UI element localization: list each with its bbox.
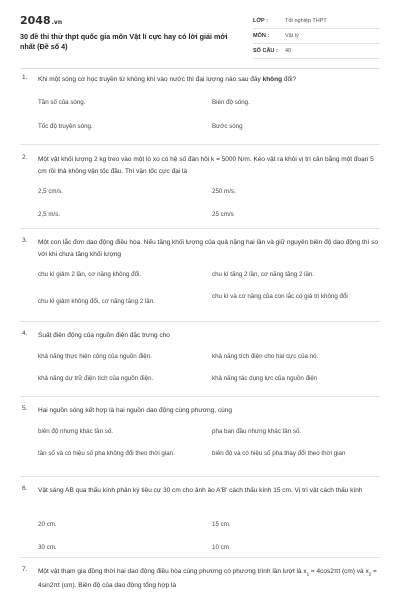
question-divider	[20, 476, 380, 477]
question-text: Suất điện động của nguồn điện đặc trưng cho	[38, 332, 170, 339]
logo-text: 2048	[20, 14, 51, 27]
option-d[interactable]: Bước sóng	[212, 123, 243, 130]
question-text: Vật sáng AB qua thấu kính phân kỳ tiêu cự 30 cm cho ảnh ảo A'B' cách thấu kính 15 cm. Vị trí vật cách thấu kính	[38, 487, 363, 494]
option-d[interactable]: 10 cm	[212, 544, 229, 551]
question-number: 4.	[22, 330, 28, 337]
site-logo[interactable]	[20, 14, 62, 27]
question-text-bold: không	[262, 76, 283, 83]
option-b[interactable]: 250 m/s.	[212, 188, 236, 195]
option-b[interactable]: khả năng tích điện cho hai cực của nó.	[212, 353, 319, 360]
question-text-part: Một vật tham gia đồng thời hai dao động điều hòa cùng phương có phương trình lần lượt là x	[38, 568, 307, 575]
meta-row-subject	[253, 29, 380, 44]
question-divider	[20, 557, 380, 558]
question-text: Hai nguồn sóng kết hợp là hai nguồn dao động cùng phương, cùng	[38, 407, 232, 414]
question-text: Một con lắc đơn dao động điều hòa. Nếu tăng khối lượng của quả nặng hai lần và giữ nguyên biên độ dao động thì so với khi chưa tăng khối lượng	[38, 239, 378, 258]
question-text-part: = 4cos2πt (cm) và x	[309, 568, 369, 575]
option-b[interactable]: pha ban đầu nhưng khác tần số.	[212, 428, 302, 435]
option-a[interactable]: biên độ nhưng khác tần số.	[38, 428, 114, 435]
header-divider	[20, 68, 380, 69]
option-c[interactable]: 2,5 m/s.	[38, 211, 61, 218]
option-d[interactable]: 25 cm/s	[212, 211, 234, 218]
option-c[interactable]: chu kì giảm không đổi, cơ năng tăng 2 lần.	[38, 298, 155, 305]
meta-table	[253, 14, 380, 59]
option-c[interactable]: Tốc độ truyền sóng.	[38, 123, 93, 130]
meta-value: Tốt nghiệp THPT	[285, 18, 327, 24]
meta-value: Vật lý	[285, 33, 299, 39]
logo-suffix: .vn	[51, 19, 63, 26]
meta-value: 40	[285, 48, 292, 54]
meta-row-count	[253, 44, 380, 59]
option-b[interactable]: 15 cm.	[212, 521, 231, 528]
option-b[interactable]: Biên độ sóng.	[212, 99, 250, 106]
option-d[interactable]: chu kì và cơ năng của con lắc có giá trị không đổi	[212, 293, 348, 300]
option-a[interactable]: Tần số của sóng.	[38, 99, 86, 106]
option-d[interactable]: biên độ và có hiệu số pha thay đổi theo thời gian	[212, 450, 346, 457]
question-divider	[20, 321, 380, 322]
question-text-part: Khi một sóng cơ học truyền từ không khí vào nước thì đại lượng nào sau đây	[38, 76, 263, 83]
question-text-part: đổi?	[282, 76, 297, 83]
subscript: 1	[306, 571, 310, 577]
meta-key: MÔN :	[253, 33, 270, 39]
meta-key: SỐ CÂU :	[253, 48, 278, 54]
subscript: 2	[368, 571, 372, 577]
question-number: 5.	[22, 405, 28, 412]
question-number: 1.	[22, 74, 28, 81]
question-text: Một vật khối lượng 2 kg treo vào một lò xo có hệ số đàn hồi k = 5000 N/m. Kéo vật ra khỏi vị trí cân bằng một đoạn 5 cm rồi thả không vận tốc đầu. Thì vận tốc cực đại là	[38, 156, 374, 175]
option-a[interactable]: 2,5 cm/s.	[38, 188, 64, 195]
question-divider	[20, 396, 380, 397]
option-b[interactable]: chu kì tăng 2 lần, cơ năng tăng 2 lần.	[212, 271, 315, 278]
question-number: 6.	[22, 485, 28, 492]
header	[0, 0, 400, 64]
question-text-part: = 4sin2πt (cm). Biên độ của dao động tổng hợp là	[38, 568, 377, 590]
question-text	[38, 566, 380, 592]
meta-key: LỚP :	[253, 18, 268, 24]
question-divider	[20, 228, 380, 229]
question-number: 7.	[22, 566, 28, 573]
question-divider	[20, 144, 380, 145]
question-number: 2.	[22, 154, 28, 161]
option-c[interactable]: tần số và có hiệu số pha không đổi theo thời gian.	[38, 450, 175, 457]
option-a[interactable]: chu kì giảm 2 lần, cơ năng không đổi.	[38, 271, 142, 278]
option-a[interactable]: khả năng thực hiện công của nguồn điện.	[38, 353, 152, 360]
option-d[interactable]: khả năng tác dụng lực của nguồn điện	[212, 375, 318, 382]
option-c[interactable]: khả năng dự trữ điện tích của nguồn điện.	[38, 375, 154, 382]
option-c[interactable]: 30 cm.	[38, 544, 57, 551]
document-title: 30 đề thi thử thpt quốc gia môn Vật lí cực hay có lời giải mới nhất (Đề số 4)	[20, 32, 228, 51]
question-number: 3.	[22, 237, 28, 244]
question-text	[38, 74, 380, 86]
meta-row-class	[253, 14, 380, 29]
option-a[interactable]: 20 cm.	[38, 521, 57, 528]
